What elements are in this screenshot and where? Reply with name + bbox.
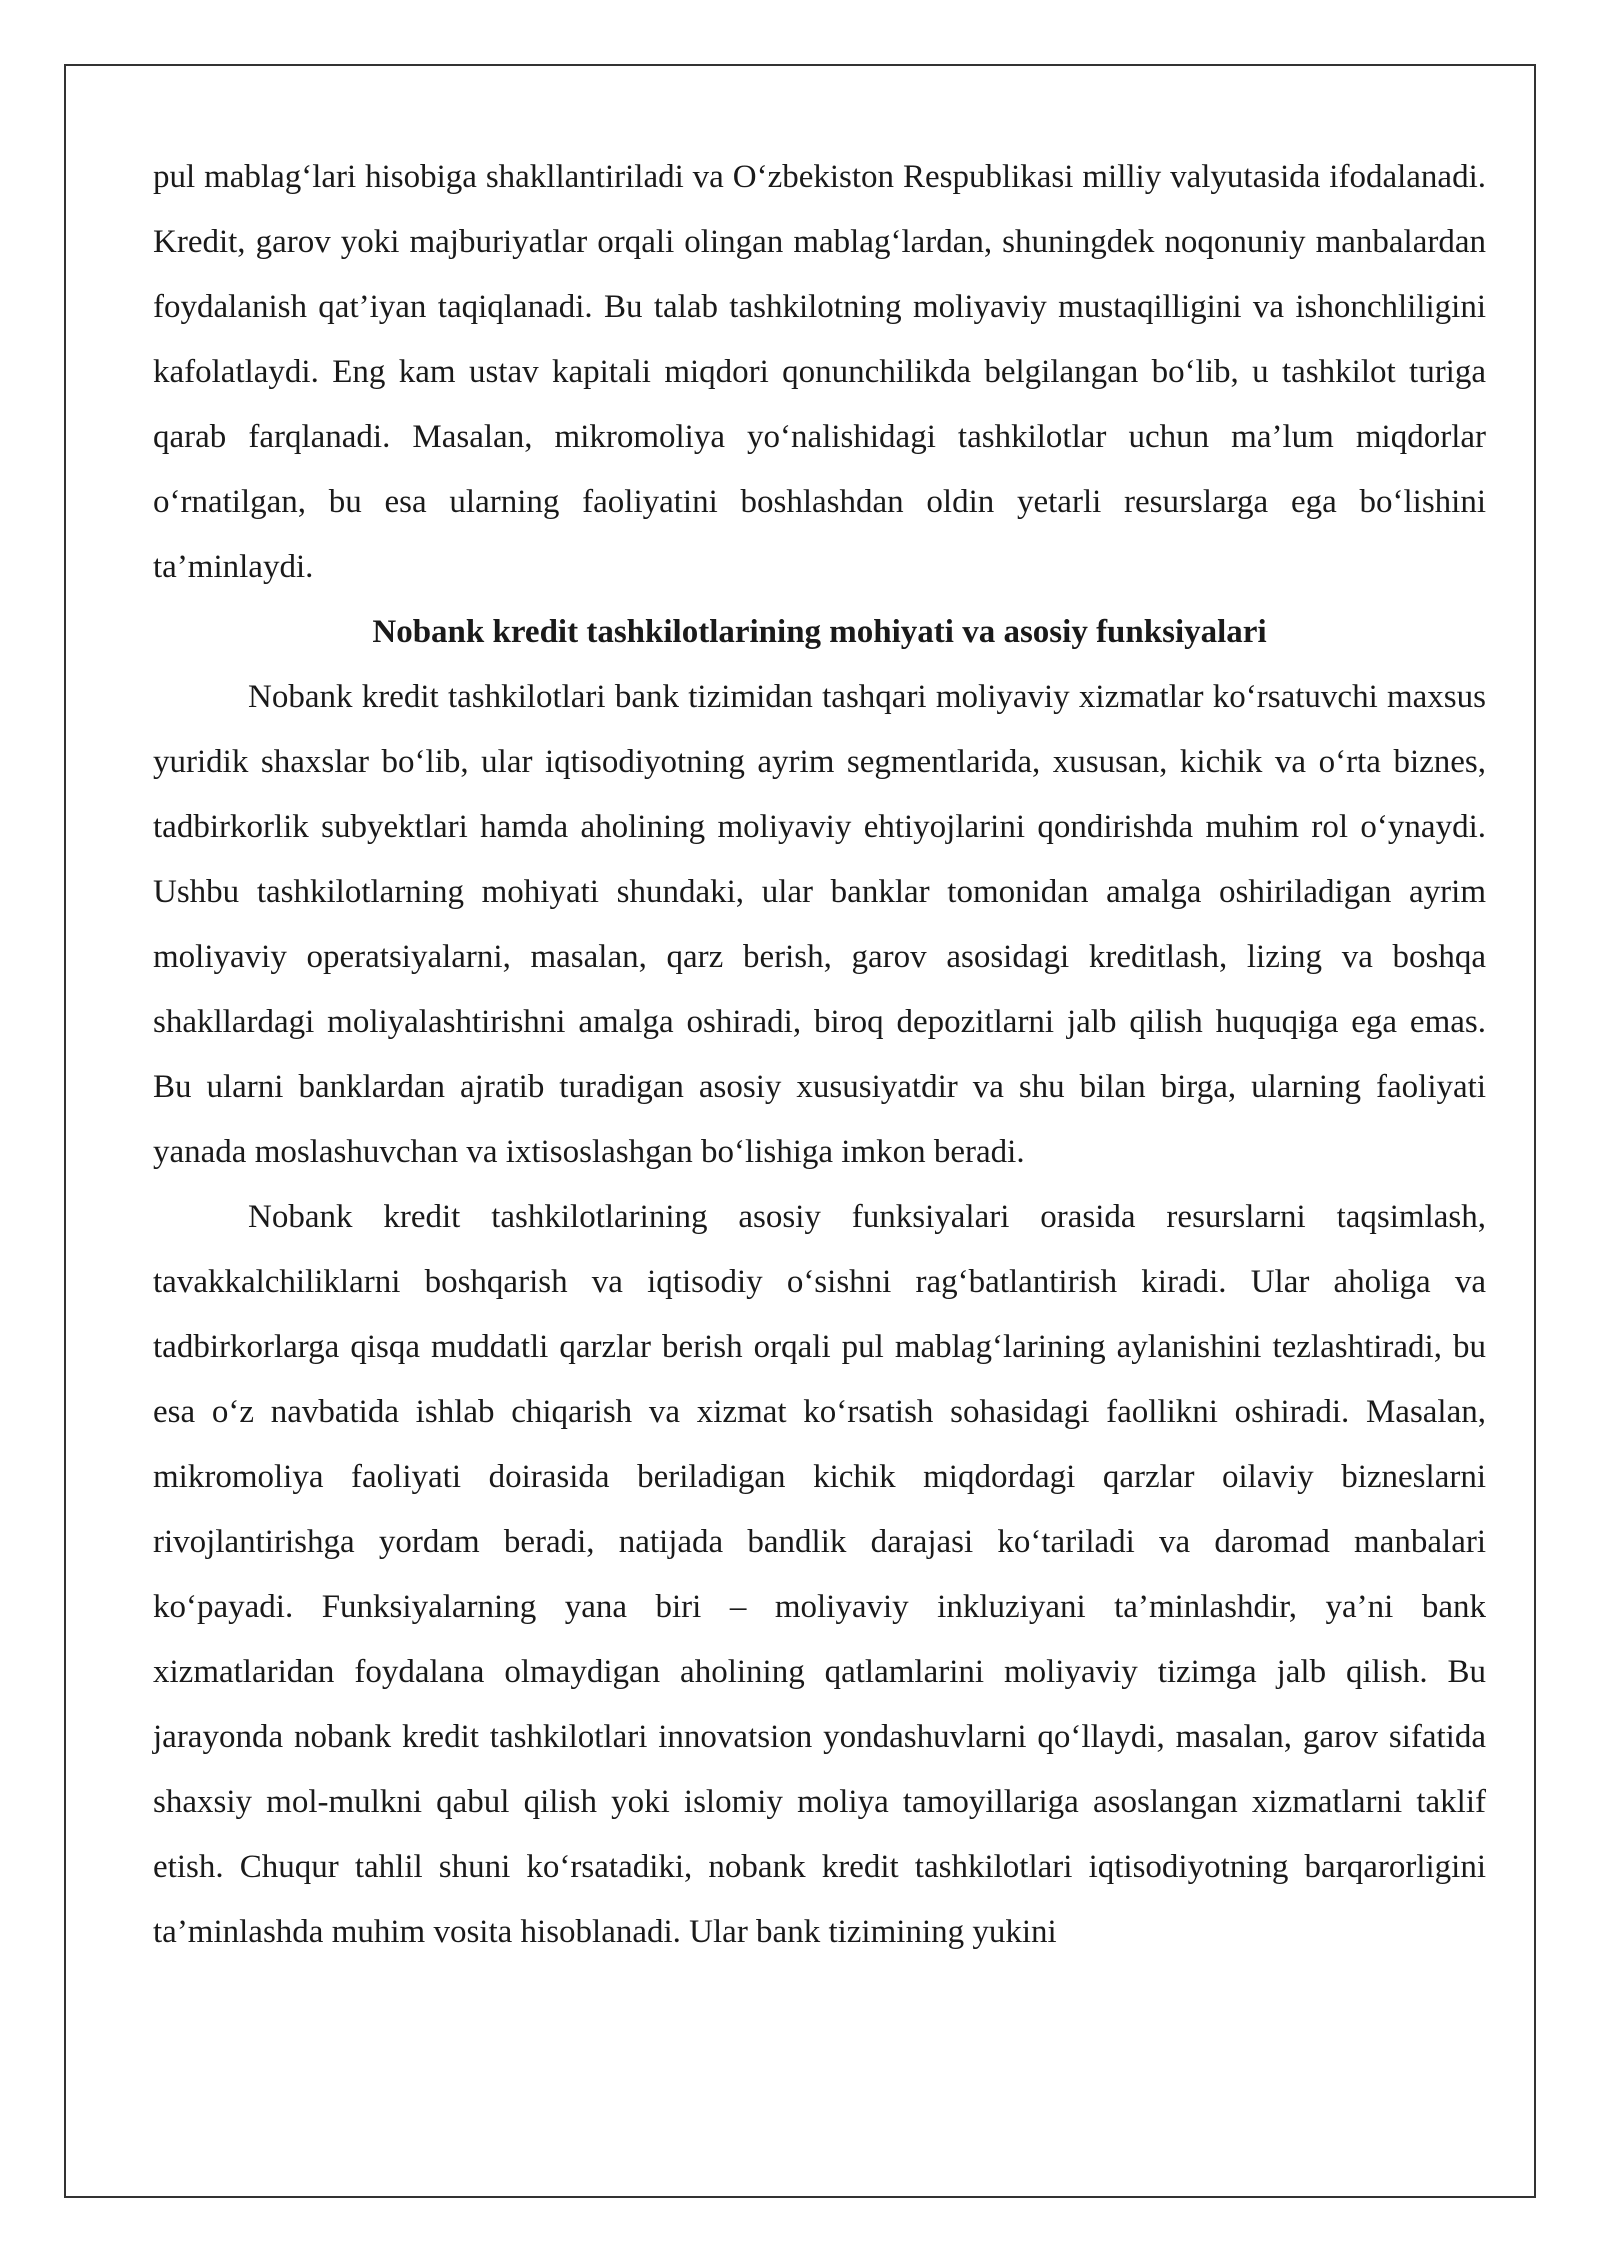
document-body bbox=[153, 145, 1486, 1965]
paragraph-essence: Nobank kredit tashkilotlari bank tizimidan tashqari moliyaviy xizmatlar ko‘rsatuvchi maxsus yuridik shaxslar bo‘lib, ular iqtisodiyotning ayrim segmentlarida, xususan, kichik va o‘rta biznes, tadbirkorlik subyektlari hamda aholining moliyaviy ehtiyojlarini qondirishda muhim rol o‘ynaydi. Ushbu tashkilotlarning mohiyati shundaki, ular banklar tomonidan amalga oshiriladigan ayrim moliyaviy operatsiyalarni, masalan, qarz berish, garov asosidagi kreditlash, lizing va boshqa shakllardagi moliyalashtirishni amalga oshiradi, biroq depozitlarni jalb qilish huquqiga ega emas. Bu ularni banklardan ajratib turadigan asosiy xususiyatdir va shu bilan birga, ularning faoliyati yanada moslashuvchan va ixtisoslashgan bo‘lishiga imkon beradi. bbox=[153, 679, 1486, 1170]
paragraph-functions: Nobank kredit tashkilotlarining asosiy funksiyalari orasida resurslarni taqsimlash, tavakkalchiliklarni boshqarish va iqtisodiy o‘sishni rag‘batlantirish kiradi. Ular aholiga va tadbirkorlarga qisqa muddatli qarzlar berish orqali pul mablag‘larining aylanishini tezlashtiradi, bu esa o‘z navbatida ishlab chiqarish va xizmat ko‘rsatish sohasidagi faollikni oshiradi. Masalan, mikromoliya faoliyati doirasida beriladigan kichik miqdordagi qarzlar oilaviy bizneslarni rivojlantirishga yordam beradi, natijada bandlik darajasi ko‘tariladi va daromad manbalari ko‘payadi. Funksiyalarning yana biri – moliyaviy inkluziyani ta’minlashdir, ya’ni bank xizmatlaridan foydalana olmaydigan aholining qatlamlarini moliyaviy tizimga jalb qilish. Bu jarayonda nobank kredit tashkilotlari innovatsion yondashuvlarni qo‘llaydi, masalan, garov sifatida shaxsiy mol-mulkni qabul qilish yoki islomiy moliya tamoyillariga asoslangan xizmatlarni taklif etish. Chuqur tahlil shuni ko‘rsatadiki, nobank kredit tashkilotlari iqtisodiyotning barqarorligini ta’minlashda muhim vosita hisoblanadi. Ular bank tizimining yukini bbox=[153, 1199, 1486, 1950]
paragraph-continued: pul mablag‘lari hisobiga shakllantiriladi va O‘zbekiston Respublikasi milliy valyutasida ifodalanadi. Kredit, garov yoki majburiyatlar orqali olingan mablag‘lardan, shuningdek noqonuniy manbalardan foydalanish qat’iyan taqiqlanadi. Bu talab tashkilotning moliyaviy mustaqilligini va ishonchliligini kafolatlaydi. Eng kam ustav kapitali miqdori qonunchilikda belgilangan bo‘lib, u tashkilot turiga qarab farqlanadi. Masalan, mikromoliya yo‘nalishidagi tashkilotlar uchun ma’lum miqdorlar o‘rnatilgan, bu esa ularning faoliyatini boshlashdan oldin yetarli resurslarga ega bo‘lishini ta’minlaydi. bbox=[153, 159, 1486, 585]
section-heading: Nobank kredit tashkilotlarining mohiyati va asosiy funksiyalari bbox=[372, 614, 1267, 650]
